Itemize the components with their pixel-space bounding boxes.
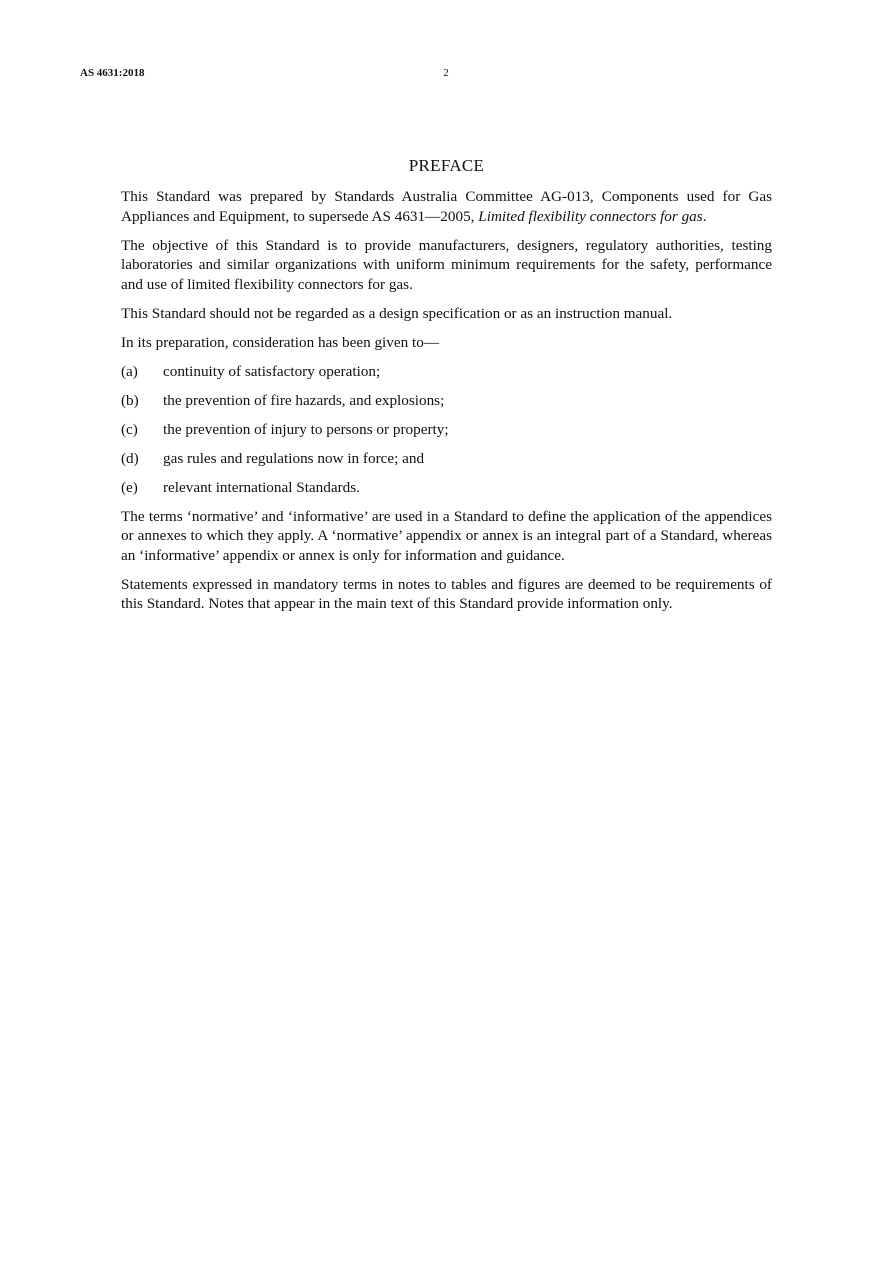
preface-paragraph-5: The terms ‘normative’ and ‘informative’ are used in a Standard to define the application of the appendices or annexes to which they apply. A ‘normative’ appendix or annex is an integral part of a Standard, whereas an ‘informative’ appendix or annex is only for information and guidance. — [121, 507, 772, 564]
preface-paragraph-2: The objective of this Standard is to provide manufacturers, designers, regulatory authorities, testing laboratories and similar organizations with uniform minimum requirements for the safety, performance and use of limited flexibility connectors for gas. — [121, 236, 772, 293]
preface-paragraph-6: Statements expressed in mandatory terms in notes to tables and figures are deemed to be requirements of this Standard. Notes that appear in the main text of this Standard provide information only. — [121, 575, 772, 612]
list-item — [121, 449, 772, 469]
preface-title: PREFACE — [408, 156, 485, 175]
list-item-label: (e) — [121, 478, 138, 496]
running-head-doc-id: AS 4631:2018 — [80, 67, 145, 79]
list-item-label: (a) — [121, 362, 138, 380]
list-item-text: the prevention of fire hazards, and explosions; — [163, 391, 445, 409]
list-item — [121, 478, 772, 498]
list-item-label: (b) — [121, 391, 139, 409]
list-item-text: the prevention of injury to persons or property; — [163, 420, 449, 438]
list-item — [121, 420, 772, 440]
list-item — [121, 362, 772, 382]
page-number: 2 — [443, 67, 449, 79]
preface-paragraph-1-end: . — [702, 207, 707, 225]
list-item — [121, 391, 772, 411]
preface-paragraph-4: In its preparation, consideration has been given to— — [121, 333, 440, 351]
list-item-text: gas rules and regulations now in force; and — [163, 449, 425, 467]
preface-paragraph-3: This Standard should not be regarded as a design specification or as an instruction manual. — [121, 304, 673, 322]
superseded-standard-title: Limited flexibility connectors for gas — [478, 207, 703, 225]
preface-paragraph-1-lead: This Standard was prepared by Standards Australia Committee AG-013, Components used for Gas Appliances and Equipment, to supersede AS 4631—2005, — [121, 188, 772, 225]
list-item-text: relevant international Standards. — [163, 478, 360, 496]
list-item-text: continuity of satisfactory operation; — [163, 362, 381, 380]
preface-paragraph-1 — [121, 187, 772, 226]
list-item-label: (c) — [121, 420, 138, 438]
preface-section — [121, 155, 772, 623]
list-item-label: (d) — [121, 449, 139, 467]
